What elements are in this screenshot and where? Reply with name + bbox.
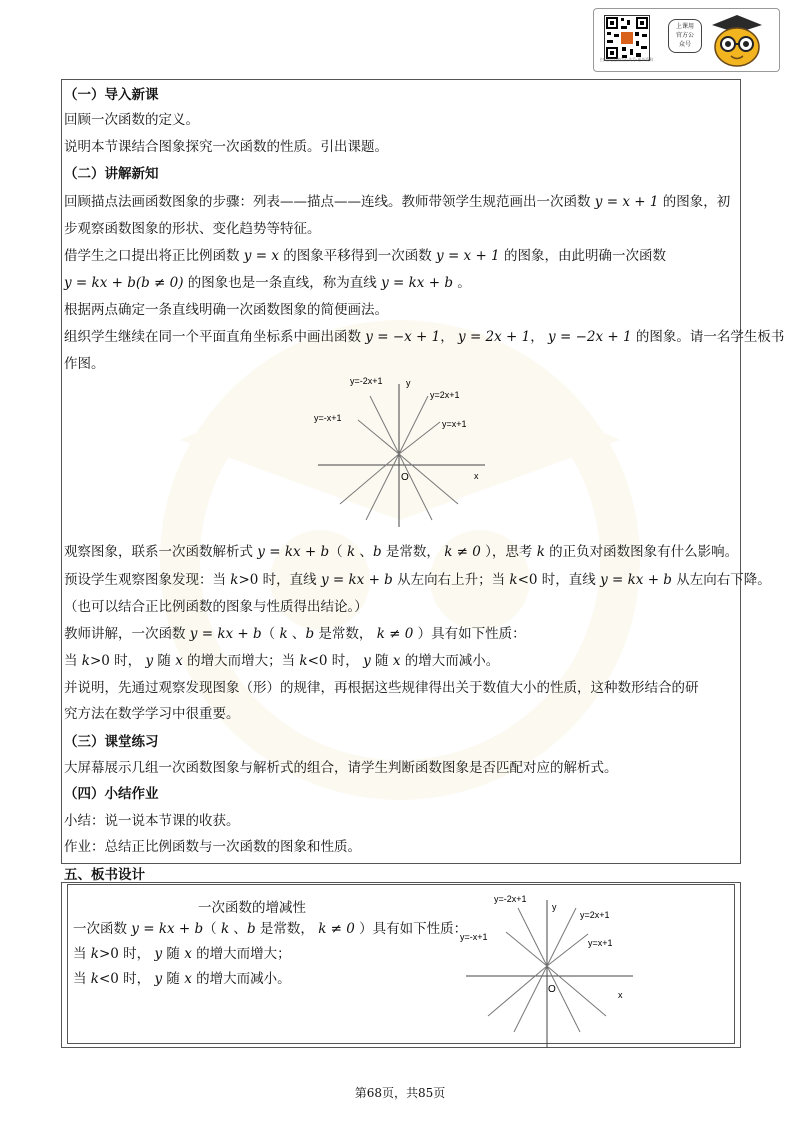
label-neg2x: y=-2x+1 [350, 376, 383, 386]
qr-ad-box [593, 8, 780, 72]
line-posx [340, 454, 399, 504]
line-neg2x [518, 908, 547, 966]
line-pos2x [547, 908, 576, 966]
board-line: 一次函数 y = kx + b（ k 、b 是常数， k ≠ 0 ）具有如下性质： [73, 921, 468, 937]
bubble-line-1: 上课用 [675, 23, 694, 30]
text-line: 根据两点确定一条直线明确一次函数图象的简便画法。 [64, 302, 388, 318]
text-line: 作图。 [64, 356, 105, 372]
line-negx [547, 966, 606, 1016]
section-title-practice: （三）课堂练习 [64, 734, 159, 750]
text-line: 说明本节课结合图象探究一次函数的性质。引出课题。 [64, 139, 388, 155]
function-graph-board [458, 890, 638, 1050]
text-line: 并说明，先通过观察发现图象（形）的规律，再根据这些规律得出关于数值大小的性质，这种数形结合的研 [64, 680, 699, 696]
text-line: （也可以结合正比例函数的图象与性质得出结论。） [64, 599, 368, 615]
line-posx [547, 934, 588, 966]
function-graph [310, 372, 490, 532]
line-posx [399, 422, 440, 454]
label-negx: y=-x+1 [314, 413, 342, 423]
section-title-new-knowledge: （二）讲解新知 [64, 166, 159, 182]
label-neg2x: y=-2x+1 [494, 894, 527, 904]
bubble-line-3: 众号 [678, 41, 691, 48]
text-line: 组织学生继续在同一个平面直角坐标系中画出函数 y = −x + 1， y = 2x + 1， y = −2x + 1 的图象。请一名学生板书 [64, 329, 785, 345]
section-title-board: 五、板书设计 [64, 867, 145, 883]
label-negx: y=-x+1 [460, 932, 488, 942]
label-posx: y=x+1 [442, 419, 467, 429]
section-title-summary: （四）小结作业 [64, 786, 159, 802]
qr-caption: 扫码关注微信公众号·更多资料 [600, 57, 654, 62]
text-line: 当 k>0 时， y 随 x 的增大而增大；当 k<0 时， y 随 x 的增大而减小。 [64, 653, 500, 669]
text-line: 借学生之口提出将正比例函数 y = x 的图象平移得到一次函数 y = x + 1 的图象，由此明确一次函数 [64, 248, 666, 264]
section-title-intro: （一）导入新课 [64, 87, 159, 103]
label-x-axis: x [474, 471, 479, 481]
line-neg2x [399, 454, 432, 520]
text-line: 观察图象，联系一次函数解析式 y = kx + b（ k 、b 是常数， k ≠ 0 ），思考 k 的正负对函数图象有什么影响。 [64, 544, 739, 560]
line-neg2x [370, 396, 399, 454]
text-line: 回顾一次函数的定义。 [64, 112, 199, 128]
line-pos2x [399, 396, 428, 454]
label-y-axis: y [406, 378, 411, 388]
qr-code[interactable] [604, 15, 650, 61]
text-line: 教师讲解，一次函数 y = kx + b（ k 、b 是常数， k ≠ 0 ）具有如下性质： [64, 626, 526, 642]
text-line: 作业：总结正比例函数与一次函数的图象和性质。 [64, 839, 361, 855]
label-pos2x: y=2x+1 [430, 390, 460, 400]
text-line: 大屏幕展示几组一次函数图象与解析式的组合，请学生判断函数图象是否匹配对应的解析式。 [64, 760, 618, 776]
board-line: 当 k<0 时， y 随 x 的增大而减小。 [73, 971, 291, 987]
bubble-line-2: 官方公 [675, 32, 694, 39]
text-line: 步观察函数图象的形状、变化趋势等特征。 [64, 221, 321, 237]
label-origin: O [548, 984, 556, 995]
label-origin: O [401, 472, 409, 483]
page-number: 第68页，共85页 [354, 1086, 446, 1100]
text-line: 回顾描点法画函数图象的步骤：列表——描点——连线。教师带领学生规范画出一次函数 y = x + 1 的图象，初 [64, 194, 731, 210]
text-line: y = kx + b(b ≠ 0) 的图象也是一条直线，称为直线 y = kx + b 。 [64, 275, 471, 291]
speech-bubble [668, 19, 702, 53]
label-pos2x: y=2x+1 [580, 910, 610, 920]
text-line: 究方法在数学学习中很重要。 [64, 706, 240, 722]
line-negx [358, 420, 399, 454]
label-posx: y=x+1 [588, 938, 613, 948]
mascot-icon [706, 11, 768, 69]
line-posx [488, 966, 547, 1016]
line-pos2x [366, 454, 399, 520]
label-x-axis: x [618, 990, 623, 1000]
text-line: 预设学生观察图象发现：当 k>0 时，直线 y = kx + b 从左向右上升；当 k<0 时，直线 y = kx + b 从左向右下降。 [64, 572, 771, 588]
board-line: 当 k>0 时， y 随 x 的增大而增大； [73, 946, 291, 962]
line-negx [506, 932, 547, 966]
text-line: 小结：说一说本节课的收获。 [64, 813, 240, 829]
label-y-axis: y [552, 902, 557, 912]
board-title: 一次函数的增减性 [198, 900, 306, 916]
